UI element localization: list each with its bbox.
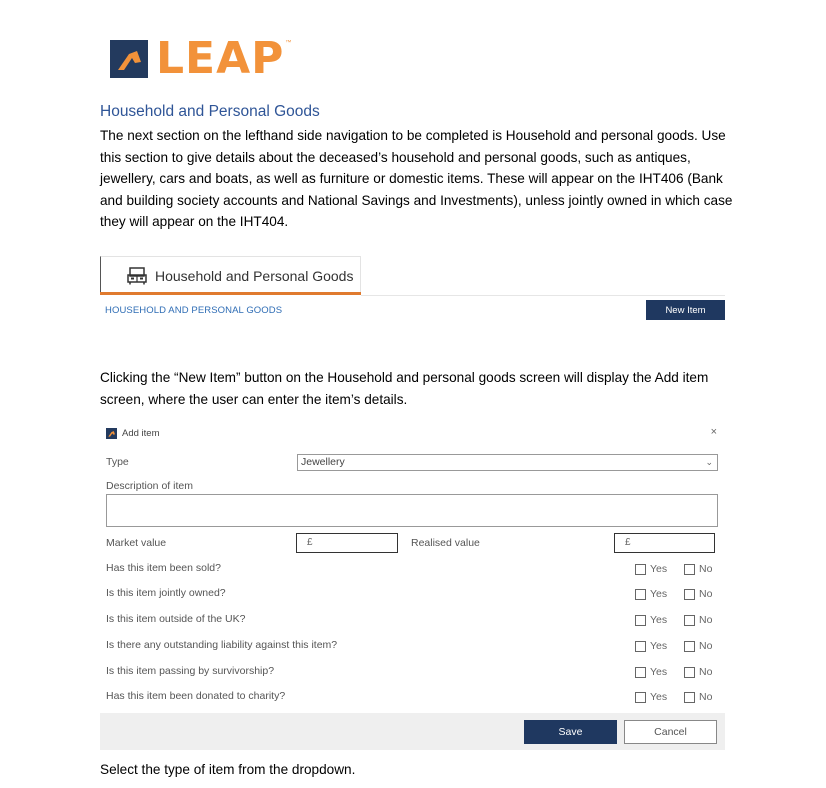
no-label: No [699,666,713,678]
question-text: Is this item passing by survivorship? [106,665,275,677]
no-checkbox[interactable] [684,666,712,678]
question-row [106,639,718,653]
leap-logo [110,33,292,84]
description-label: Description of item [106,480,193,492]
new-item-button[interactable]: New Item [646,300,725,320]
question-row [106,562,718,576]
screen-subheader: HOUSEHOLD AND PERSONAL GOODS [105,305,283,316]
dialog-title: Add item [122,428,160,439]
checkbox-box[interactable] [635,589,646,600]
type-label: Type [106,456,129,468]
checkbox-box[interactable] [684,589,695,600]
checkbox-box[interactable] [684,667,695,678]
yes-checkbox[interactable] [635,666,667,678]
cancel-button[interactable]: Cancel [624,720,717,744]
type-select[interactable] [297,454,718,471]
question-text: Is there any outstanding liability against this item? [106,639,338,651]
no-checkbox[interactable] [684,563,712,575]
question-text: Has this item been donated to charity? [106,690,286,702]
checkbox-box[interactable] [635,692,646,703]
type-select-value: Jewellery [301,456,345,468]
checkbox-box[interactable] [635,667,646,678]
market-value-label: Market value [106,537,167,549]
question-row [106,690,718,704]
chevron-down-icon: ⌄ [705,457,713,467]
realised-value-input[interactable]: £ [614,533,715,553]
active-tab-indicator [100,292,361,295]
dropdown-instruction: Select the type of item from the dropdown. [100,762,356,777]
no-label: No [699,691,713,703]
checkbox-box[interactable] [635,564,646,575]
yes-label: Yes [650,691,668,703]
close-icon[interactable]: × [710,426,717,438]
no-checkbox[interactable] [684,691,712,703]
tab-divider [361,295,725,296]
market-value-input[interactable]: £ [296,533,398,553]
checkbox-box[interactable] [684,564,695,575]
checkbox-box[interactable] [684,692,695,703]
no-checkbox[interactable] [684,588,712,600]
dialog-header [106,428,160,439]
yes-checkbox[interactable] [635,563,667,575]
yes-label: Yes [650,614,668,626]
no-label: No [699,563,713,575]
question-row [106,665,718,679]
no-checkbox[interactable] [684,614,712,626]
leap-logo-icon [110,40,148,78]
tab-strip [100,256,725,296]
yes-label: Yes [650,666,668,678]
yes-checkbox[interactable] [635,614,667,626]
dialog-footer [100,713,725,750]
no-label: No [699,640,713,652]
yes-label: Yes [650,563,668,575]
yes-label: Yes [650,640,668,652]
logo-text: LEAP [156,33,285,84]
yes-checkbox[interactable] [635,640,667,652]
question-row [106,613,718,627]
no-label: No [699,614,713,626]
no-label: No [699,588,713,600]
tab-household-goods[interactable] [100,256,361,294]
add-item-dialog [100,424,725,750]
instruction-paragraph: Clicking the “New Item” button on the Household and personal goods screen will display the Add item screen, where the user can enter the item’s details. [100,370,709,407]
checkbox-box[interactable] [635,641,646,652]
intro-paragraph: The next section on the lefthand side navigation to be completed is Household and personal goods. Use this section to give details about the deceased’s household and personal goods, such as antiques, jewellery, cars and boats, as well as furniture or domestic items. These will appear on the IHT406 (Bank and building society accounts and National Savings and Investments), unless jointly owned in which case they will appear on the IHT404. [100,128,733,229]
checkbox-box[interactable] [635,615,646,626]
checkbox-box[interactable] [684,641,695,652]
save-button[interactable]: Save [524,720,617,744]
question-row [106,587,718,601]
question-text: Has this item been sold? [106,562,221,574]
yes-checkbox[interactable] [635,691,667,703]
yes-label: Yes [650,588,668,600]
section-heading: Household and Personal Goods [100,103,320,120]
question-text: Is this item outside of the UK? [106,613,246,625]
trademark: ™ [285,40,292,46]
question-text: Is this item jointly owned? [106,587,226,599]
description-input[interactable] [106,494,718,527]
realised-value-label: Realised value [411,537,480,549]
tab-label: Household and Personal Goods [155,267,354,284]
no-checkbox[interactable] [684,640,712,652]
checkbox-box[interactable] [684,615,695,626]
furniture-icon [127,267,147,285]
yes-checkbox[interactable] [635,588,667,600]
leap-logo-icon [106,428,117,439]
